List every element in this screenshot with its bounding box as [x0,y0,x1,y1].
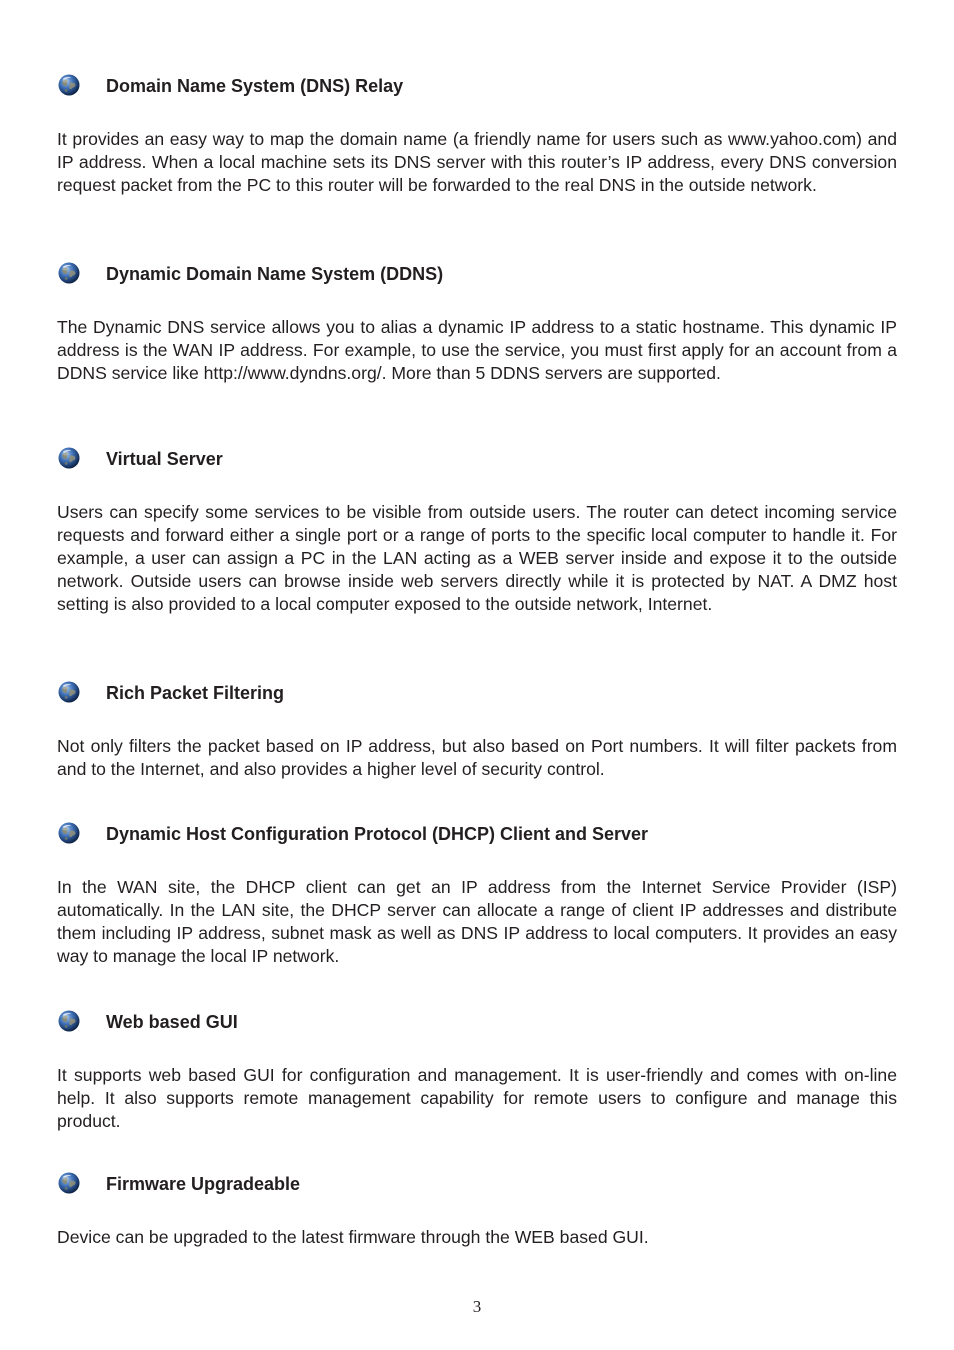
section-heading: Rich Packet Filtering [106,683,285,703]
section-packet-filtering [57,681,897,780]
section-heading: Firmware Upgradeable [106,1174,301,1194]
section-heading-row [57,74,897,98]
section-firmware [57,1172,897,1247]
globe-icon [58,74,80,96]
section-paragraph: Device can be upgraded to the latest firmware through the WEB based GUI. [57,1227,649,1247]
section-heading-row [57,447,897,471]
section-paragraph: Users can specify some services to be visible from outside users. The router can detect incoming service requests and forward either a single port or a range of ports to the specific local computer to handle it. For example, a user can assign a PC in the LAN acting as a WEB server inside and expose it to the outside network. Outside users can browse inside web servers directly while it is protected by NAT. A DMZ host setting is also provided to a local computer exposed to the outside network, Internet. [57,502,897,615]
page-number: 3 [472,1297,482,1316]
section-heading-row [57,822,897,846]
section-heading-row [57,1172,897,1196]
section-heading: Dynamic Host Configuration Protocol (DHCP) Client and Server [106,824,649,844]
globe-icon [58,447,80,469]
section-heading-row [57,1010,897,1034]
section-paragraph: The Dynamic DNS service allows you to alias a dynamic IP address to a static hostname. This dynamic IP address is the WAN IP address. For example, to use the service, you must first apply for an account from a DDNS service like http://www.dyndns.org/. More than 5 DDNS servers are supported. [57,317,897,384]
globe-icon [58,1010,80,1032]
section-heading: Web based GUI [106,1012,238,1032]
globe-icon [58,262,80,284]
section-heading-row [57,262,897,286]
section-virtual-server [57,447,897,615]
section-paragraph: It supports web based GUI for configuration and management. It is user-friendly and comes with on-line help. It also supports remote management capability for remote users to configure and manage this product. [57,1065,897,1132]
section-paragraph: It provides an easy way to map the domain name (a friendly name for users such as www.yahoo.com) and IP address. When a local machine sets its DNS server with this router’s IP address, every DNS conversion request packet from the PC to this router will be forwarded to the real DNS in the outside network. [57,129,897,196]
section-paragraph: Not only filters the packet based on IP address, but also based on Port numbers. It will filter packets from and to the Internet, and also provides a higher level of security control. [57,736,897,780]
section-web-gui [57,1010,897,1132]
section-ddns [57,262,897,384]
globe-icon [58,681,80,703]
section-heading: Virtual Server [106,449,223,469]
section-dhcp [57,822,897,967]
section-dns-relay [57,74,897,196]
globe-icon [58,1172,80,1194]
section-heading: Domain Name System (DNS) Relay [106,76,404,96]
section-heading: Dynamic Domain Name System (DDNS) [106,264,444,284]
globe-icon [58,822,80,844]
section-paragraph: In the WAN site, the DHCP client can get an IP address from the Internet Service Provider (ISP) automatically. In the LAN site, the DHCP server can allocate a range of client IP addresses and distribute them including IP address, subnet mask as well as DNS IP address to local computers. It provides an easy way to manage the local IP network. [57,877,897,967]
section-heading-row [57,681,897,705]
